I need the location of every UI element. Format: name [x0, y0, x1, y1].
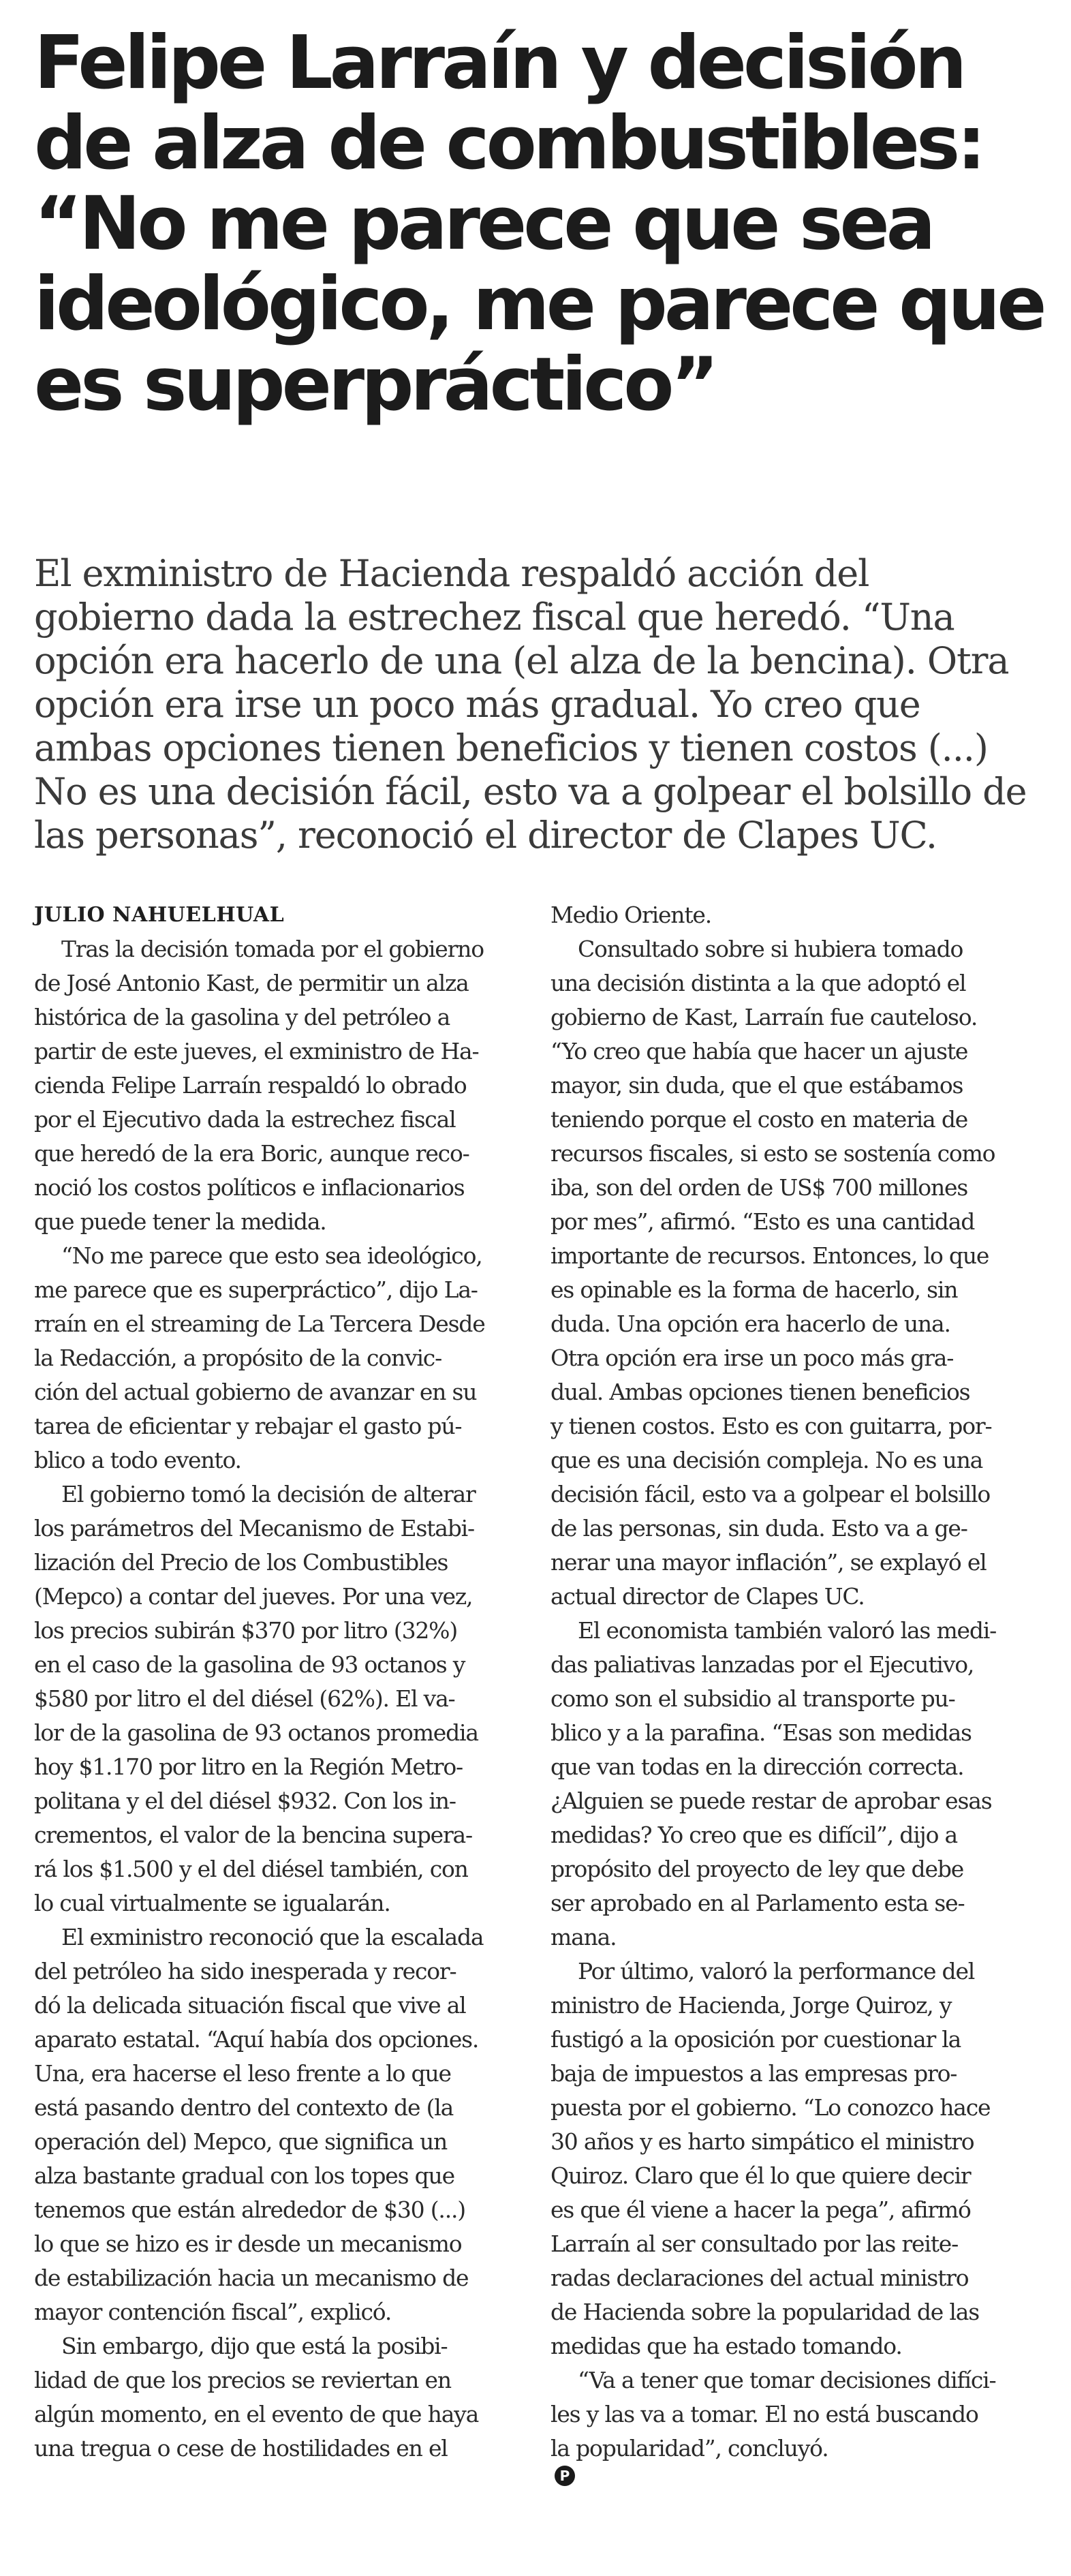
body-line: das paliativas lanzadas por el Ejecutivo,	[550, 1651, 974, 1678]
headline-line: ideológico, me parece que	[34, 262, 1044, 347]
body-line: “Va a tener que tomar decisiones difíci-	[578, 2367, 996, 2393]
body-line: ¿Alguien se puede restar de aprobar esas	[550, 1788, 992, 1814]
lead-line: opción era irse un poco más gradual. Yo creo que	[34, 683, 920, 726]
body-line: actual director de Clapes UC.	[550, 1583, 865, 1610]
body-line: que heredó de la era Boric, aunque reco-	[34, 1140, 469, 1167]
lead-line: gobierno dada la estrechez fiscal que heredó. “Una	[34, 596, 954, 639]
body-line: partir de este jueves, el exministro de Ha-	[34, 1038, 479, 1064]
body-line: blico a todo evento.	[34, 1447, 241, 1473]
body-line: alza bastante gradual con los topes que	[34, 2162, 454, 2189]
body-line: Una, era hacerse el leso frente a lo que	[34, 2060, 451, 2087]
body-line: les y las va a tomar. El no está buscando	[550, 2401, 978, 2427]
body-line: Medio Oriente.	[550, 902, 712, 928]
body-line: por mes”, afirmó. “Esto es una cantidad	[550, 1208, 975, 1235]
body-line: $580 por litro el del diésel (62%). El va-	[34, 1685, 455, 1712]
body-line: nerar una mayor inflación”, se explayó el	[550, 1549, 987, 1576]
body-line: como son el subsidio al transporte pu-	[550, 1685, 955, 1712]
body-line: dual. Ambas opciones tienen beneficios	[550, 1379, 970, 1405]
body-line: que puede tener la medida.	[34, 1208, 326, 1235]
body-line: radas declaraciones del actual ministro	[550, 2265, 969, 2291]
body-line: blico y a la parafina. “Esas son medidas	[550, 1719, 972, 1746]
body-line: baja de impuestos a las empresas pro-	[550, 2060, 957, 2087]
headline-line: de alza de combustibles:	[34, 101, 983, 186]
body-column-left	[34, 898, 531, 2466]
lead-line: las personas”, reconoció el director de Clapes UC.	[34, 814, 937, 857]
body-line: (Mepco) a contar del jueves. Por una vez,	[34, 1583, 473, 1610]
body-line: El economista también valoró las medi-	[578, 1617, 997, 1644]
headline-line: Felipe Larraín y decisión	[34, 20, 964, 106]
body-line: politana y el del diésel $932. Con los in-	[34, 1788, 456, 1814]
body-line: “No me parece que esto sea ideológico,	[61, 1242, 482, 1269]
end-mark-icon: P	[555, 2466, 575, 2486]
body-line: mayor, sin duda, que el que estábamos	[550, 1072, 963, 1099]
body-line: en el caso de la gasolina de 93 octanos y	[34, 1651, 465, 1678]
body-line: de Hacienda sobre la popularidad de las	[550, 2299, 979, 2325]
headline-line: es superpráctico”	[34, 342, 716, 427]
body-line: la Redacción, a propósito de la convic-	[34, 1345, 442, 1371]
body-line: lo que se hizo es ir desde un mecanismo	[34, 2230, 462, 2257]
body-line: lor de la gasolina de 93 octanos promedia	[34, 1719, 478, 1746]
body-line: Otra opción era irse un poco más gra-	[550, 1345, 954, 1371]
body-line: fustigó a la oposición por cuestionar la	[550, 2026, 961, 2053]
body-line: Por último, valoró la performance del	[578, 1958, 975, 1984]
body-line: aparato estatal. “Aquí había dos opciones.	[34, 2026, 479, 2053]
last-line-wrapper	[550, 2432, 1048, 2486]
body-line: medidas? Yo creo que es difícil”, dijo a	[550, 1822, 958, 1848]
body-line: me parece que es superpráctico”, dijo La-	[34, 1276, 478, 1303]
body-line: El gobierno tomó la decisión de alterar	[61, 1481, 476, 1507]
body-line: hoy $1.170 por litro en la Región Metro-	[34, 1753, 463, 1780]
body-line: histórica de la gasolina y del petróleo a	[34, 1004, 450, 1030]
body-column-right	[550, 898, 1048, 2486]
lead-line: El exministro de Hacienda respaldó acción del	[34, 552, 869, 595]
body-line: tenemos que están alrededor de $30 (...)	[34, 2196, 465, 2223]
body-line: 30 años y es harto simpático el ministro	[550, 2128, 974, 2155]
body-line: operación del) Mepco, que significa un	[34, 2128, 448, 2155]
body-line: noció los costos políticos e inflacionarios	[34, 1174, 465, 1201]
lead-line: ambas opciones tienen beneficios y tienen costos (...)	[34, 726, 988, 769]
body-line: Consultado sobre si hubiera tomado	[578, 936, 963, 962]
headline	[34, 20, 1044, 427]
body-line: y tienen costos. Esto es con guitarra, por-	[550, 1413, 992, 1439]
lead-line: No es una decisión fácil, esto va a golpear el bolsillo de	[34, 770, 1027, 813]
body-line: rá los $1.500 y el del diésel también, con	[34, 1856, 468, 1882]
body-line: la popularidad”, concluyó.	[550, 2435, 828, 2462]
body-line: El exministro reconoció que la escalada	[61, 1924, 484, 1950]
body-line: crementos, el valor de la bencina supera-	[34, 1822, 472, 1848]
body-line: “Yo creo que había que hacer un ajuste	[550, 1038, 968, 1064]
body-line: una decisión distinta a la que adoptó el	[550, 970, 966, 996]
body-line: lización del Precio de los Combustibles	[34, 1549, 448, 1576]
body-line: gobierno de Kast, Larraín fue cauteloso.	[550, 1004, 978, 1030]
body-line: teniendo porque el costo en materia de	[550, 1106, 968, 1133]
body-line: por el Ejecutivo dada la estrechez fiscal	[34, 1106, 456, 1133]
body-line: es que él viene a hacer la pega”, afirmó	[550, 2196, 971, 2223]
body-line: que van todas en la dirección correcta.	[550, 1753, 964, 1780]
body-line: de las personas, sin duda. Esto va a ge-	[550, 1515, 967, 1542]
body-line: Larraín al ser consultado por las reite-	[550, 2230, 959, 2257]
body-line: propósito del proyecto de ley que debe	[550, 1856, 964, 1882]
body-line: los parámetros del Mecanismo de Estabi-	[34, 1515, 474, 1542]
body-line: mana.	[550, 1924, 617, 1950]
body-line: puesta por el gobierno. “Lo conozco hace	[550, 2094, 991, 2121]
body-line: ministro de Hacienda, Jorge Quiroz, y	[550, 1992, 952, 2019]
body-line: duda. Una opción era hacerlo de una.	[550, 1310, 950, 1337]
body-line: ser aprobado en al Parlamento esta se-	[550, 1890, 965, 1916]
body-line: está pasando dentro del contexto de (la	[34, 2094, 454, 2121]
lead-line: opción era hacerlo de una (el alza de la bencina). Otra	[34, 639, 1009, 682]
body-line: importante de recursos. Entonces, lo que	[550, 1242, 989, 1269]
byline: JULIO NAHUELHUAL	[34, 903, 285, 927]
body-line: de José Antonio Kast, de permitir un alza	[34, 970, 469, 996]
body-line: una tregua o cese de hostilidades en el	[34, 2435, 448, 2462]
lead-paragraph	[34, 552, 1042, 857]
body-line: dó la delicada situación fiscal que vive al	[34, 1992, 466, 2019]
body-line: mayor contención fiscal”, explicó.	[34, 2299, 392, 2325]
body-line: que es una decisión compleja. No es una	[550, 1447, 983, 1473]
body-line: es opinable es la forma de hacerlo, sin	[550, 1276, 958, 1303]
body-line: cienda Felipe Larraín respaldó lo obrado	[34, 1072, 467, 1099]
body-line: medidas que ha estado tomando.	[550, 2333, 902, 2359]
body-line: lo cual virtualmente se igualarán.	[34, 1890, 390, 1916]
body-line: recursos fiscales, si esto se sostenía como	[550, 1140, 995, 1167]
body-line: los precios subirán $370 por litro (32%)	[34, 1617, 457, 1644]
body-line: Sin embargo, dijo que está la posibi-	[61, 2333, 448, 2359]
body-line: iba, son del orden de US$ 700 millones	[550, 1174, 968, 1201]
body-line: decisión fácil, esto va a golpear el bolsillo	[550, 1481, 991, 1507]
body-line: de estabilización hacia un mecanismo de	[34, 2265, 469, 2291]
body-line: algún momento, en el evento de que haya	[34, 2401, 479, 2427]
body-line: Tras la decisión tomada por el gobierno	[61, 936, 484, 962]
headline-line: “No me parece que sea	[34, 181, 933, 266]
body-line: rraín en el streaming de La Tercera Desde	[34, 1310, 485, 1337]
body-line: tarea de eficientar y rebajar el gasto pú-	[34, 1413, 462, 1439]
body-line: ción del actual gobierno de avanzar en su	[34, 1379, 477, 1405]
body-line: del petróleo ha sido inesperada y recor-	[34, 1958, 456, 1984]
body-line: Quiroz. Claro que él lo que quiere decir	[550, 2162, 971, 2189]
body-line: lidad de que los precios se reviertan en	[34, 2367, 451, 2393]
